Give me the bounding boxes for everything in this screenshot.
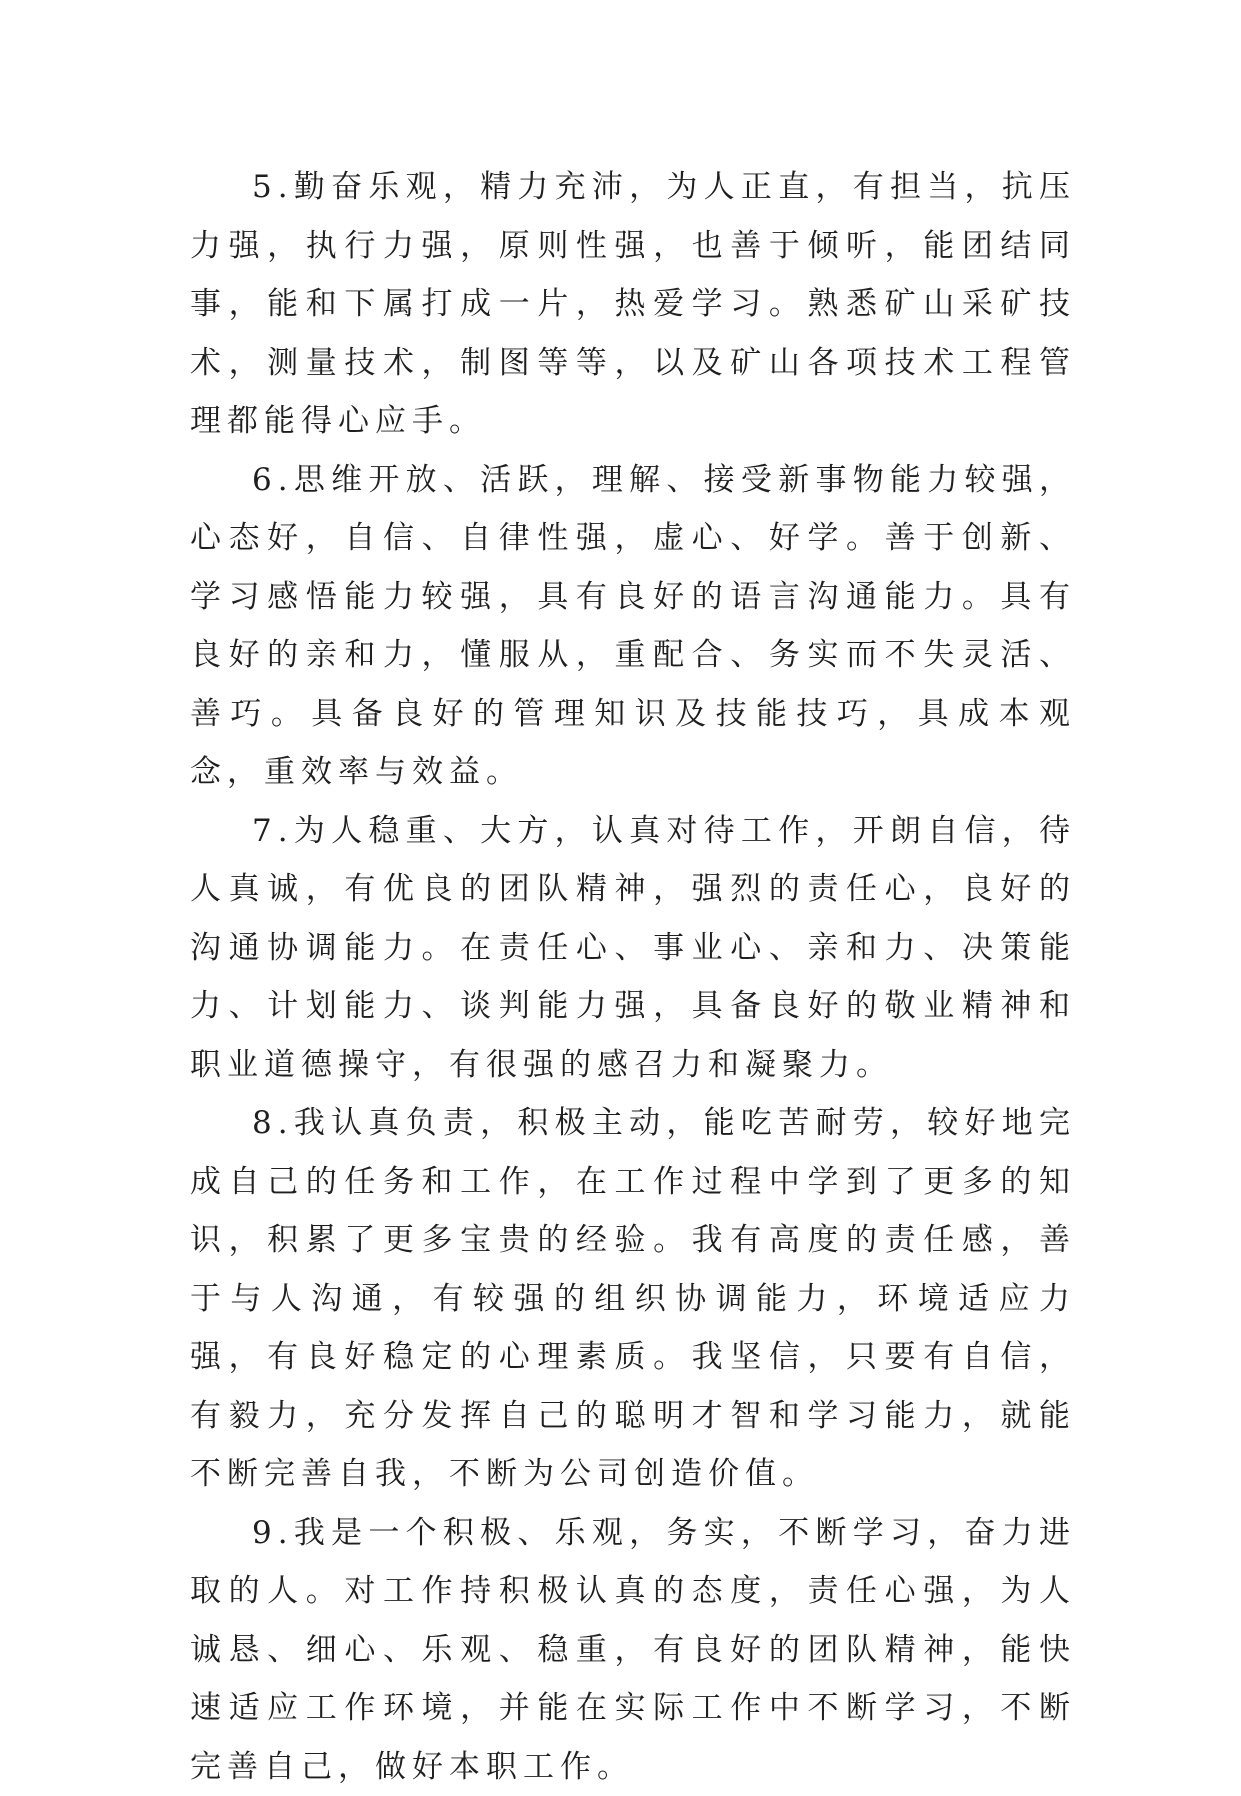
- paragraph-8: 8.我认真负责，积极主动，能吃苦耐劳，较好地完成自己的任务和工作，在工作过程中学到了更多的知识，积累了更多宝贵的经验。我有高度的责任感，善于与人沟通，有较强的组织协调能力，环境适应力强，有良好稳定的心理素质。我坚信，只要有自信，有毅力，充分发挥自己的聪明才智和学习能力，就能不断完善自我，不断为公司创造价值。: [190, 1094, 1076, 1504]
- paragraph-6: 6.思维开放、活跃，理解、接受新事物能力较强，心态好，自信、自律性强，虚心、好学。善于创新、学习感悟能力较强，具有良好的语言沟通能力。具有良好的亲和力，懂服从，重配合、务实而不失灵活、善巧。具备良好的管理知识及技能技巧，具成本观念，重效率与效益。: [190, 451, 1076, 802]
- paragraph-5: 5.勤奋乐观，精力充沛，为人正直，有担当，抗压力强，执行力强，原则性强，也善于倾听，能团结同事，能和下属打成一片，热爱学习。熟悉矿山采矿技术，测量技术，制图等等，以及矿山各项技术工程管理都能得心应手。: [190, 158, 1076, 451]
- document-body: [190, 158, 1076, 1796]
- paragraph-7: 7.为人稳重、大方，认真对待工作，开朗自信，待人真诚，有优良的团队精神，强烈的责任心，良好的沟通协调能力。在责任心、事业心、亲和力、决策能力、计划能力、谈判能力强，具备良好的敬业精神和职业道德操守，有很强的感召力和凝聚力。: [190, 802, 1076, 1095]
- paragraph-9: 9.我是一个积极、乐观，务实，不断学习，奋力进取的人。对工作持积极认真的态度，责任心强，为人诚恳、细心、乐观、稳重，有良好的团队精神，能快速适应工作环境，并能在实际工作中不断学习，不断完善自己，做好本职工作。: [190, 1504, 1076, 1796]
